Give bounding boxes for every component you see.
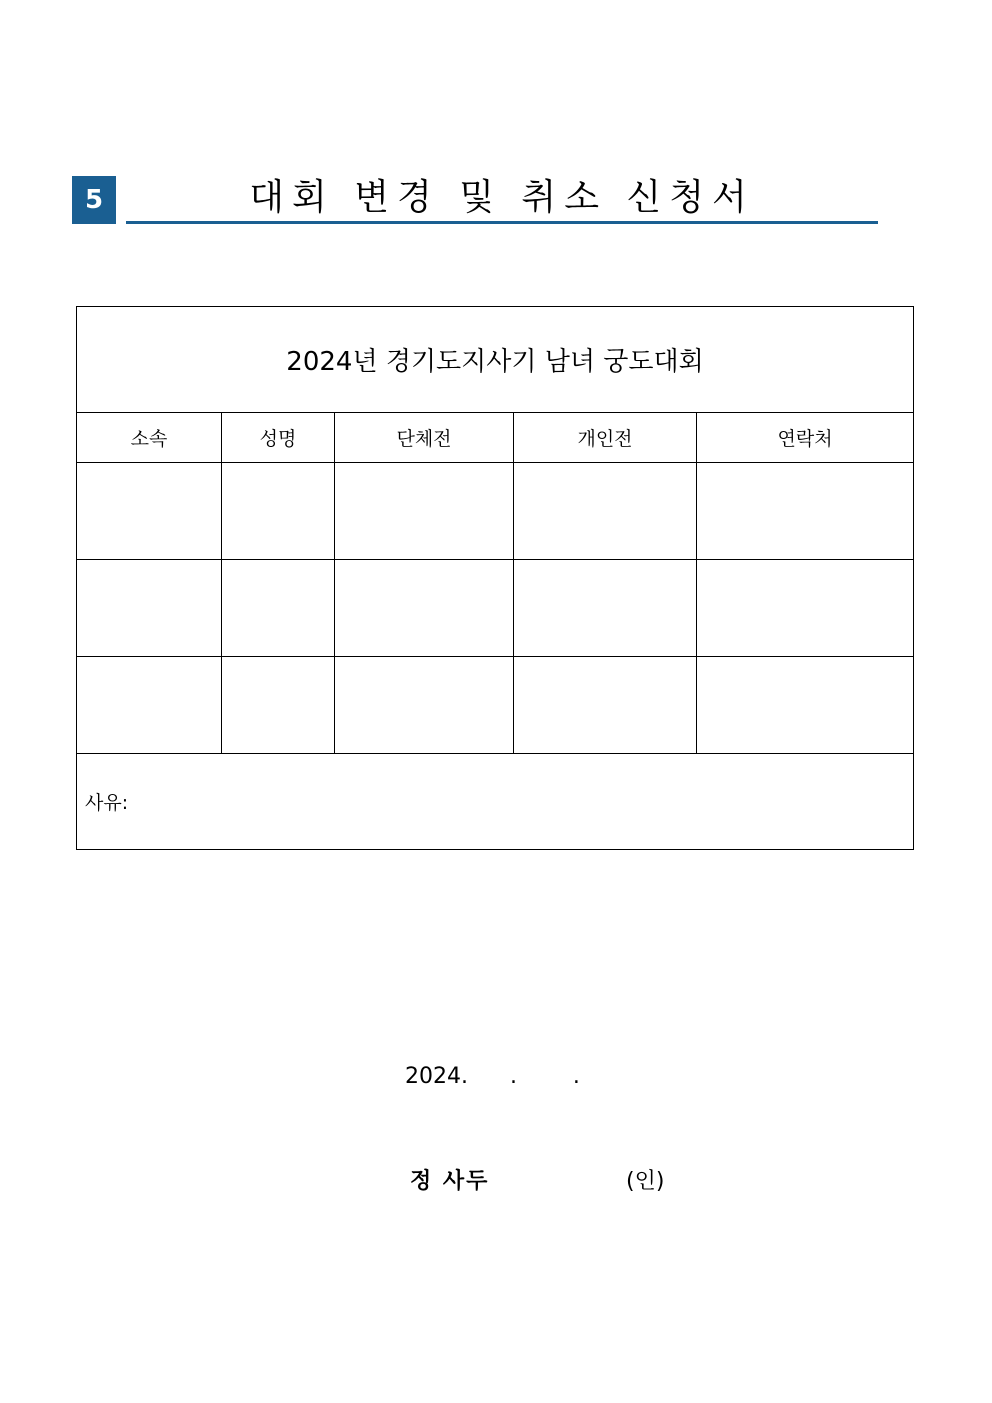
column-header-team-event: 단체전: [335, 413, 514, 463]
name-field[interactable]: [222, 560, 335, 657]
column-header-name: 성명: [222, 413, 335, 463]
title-underline: [126, 221, 878, 224]
affiliation-field[interactable]: [77, 560, 222, 657]
team-event-field[interactable]: [335, 657, 514, 754]
contact-field[interactable]: [697, 560, 914, 657]
column-header-contact: 연락처: [697, 413, 914, 463]
team-event-field[interactable]: [335, 560, 514, 657]
name-field[interactable]: [222, 463, 335, 560]
section-number-badge: 5: [72, 176, 116, 224]
event-title-row: [77, 307, 914, 413]
event-title: 2024년 경기도지사기 남녀 궁도대회: [77, 307, 914, 413]
seal-mark: (인): [626, 1169, 665, 1194]
signer-line: [410, 1164, 489, 1195]
reason-row: [77, 754, 914, 850]
application-form-table: [76, 306, 914, 850]
contact-field[interactable]: [697, 463, 914, 560]
application-date: 2024. . .: [405, 1064, 580, 1089]
reason-field[interactable]: [77, 754, 914, 850]
signer-name: 정 사두: [410, 1169, 490, 1194]
column-header-affiliation: 소속: [77, 413, 222, 463]
reason-label: 사유:: [85, 792, 129, 814]
column-header-individual-event: 개인전: [514, 413, 697, 463]
contact-field[interactable]: [697, 657, 914, 754]
individual-event-field[interactable]: [514, 463, 697, 560]
individual-event-field[interactable]: [514, 657, 697, 754]
team-event-field[interactable]: [335, 463, 514, 560]
document-title: 대회 변경 및 취소 신청서: [249, 177, 755, 218]
individual-event-field[interactable]: [514, 560, 697, 657]
table-row: [77, 560, 914, 657]
affiliation-field[interactable]: [77, 657, 222, 754]
table-row: [77, 463, 914, 560]
name-field[interactable]: [222, 657, 335, 754]
affiliation-field[interactable]: [77, 463, 222, 560]
header-row: [77, 413, 914, 463]
table-row: [77, 657, 914, 754]
